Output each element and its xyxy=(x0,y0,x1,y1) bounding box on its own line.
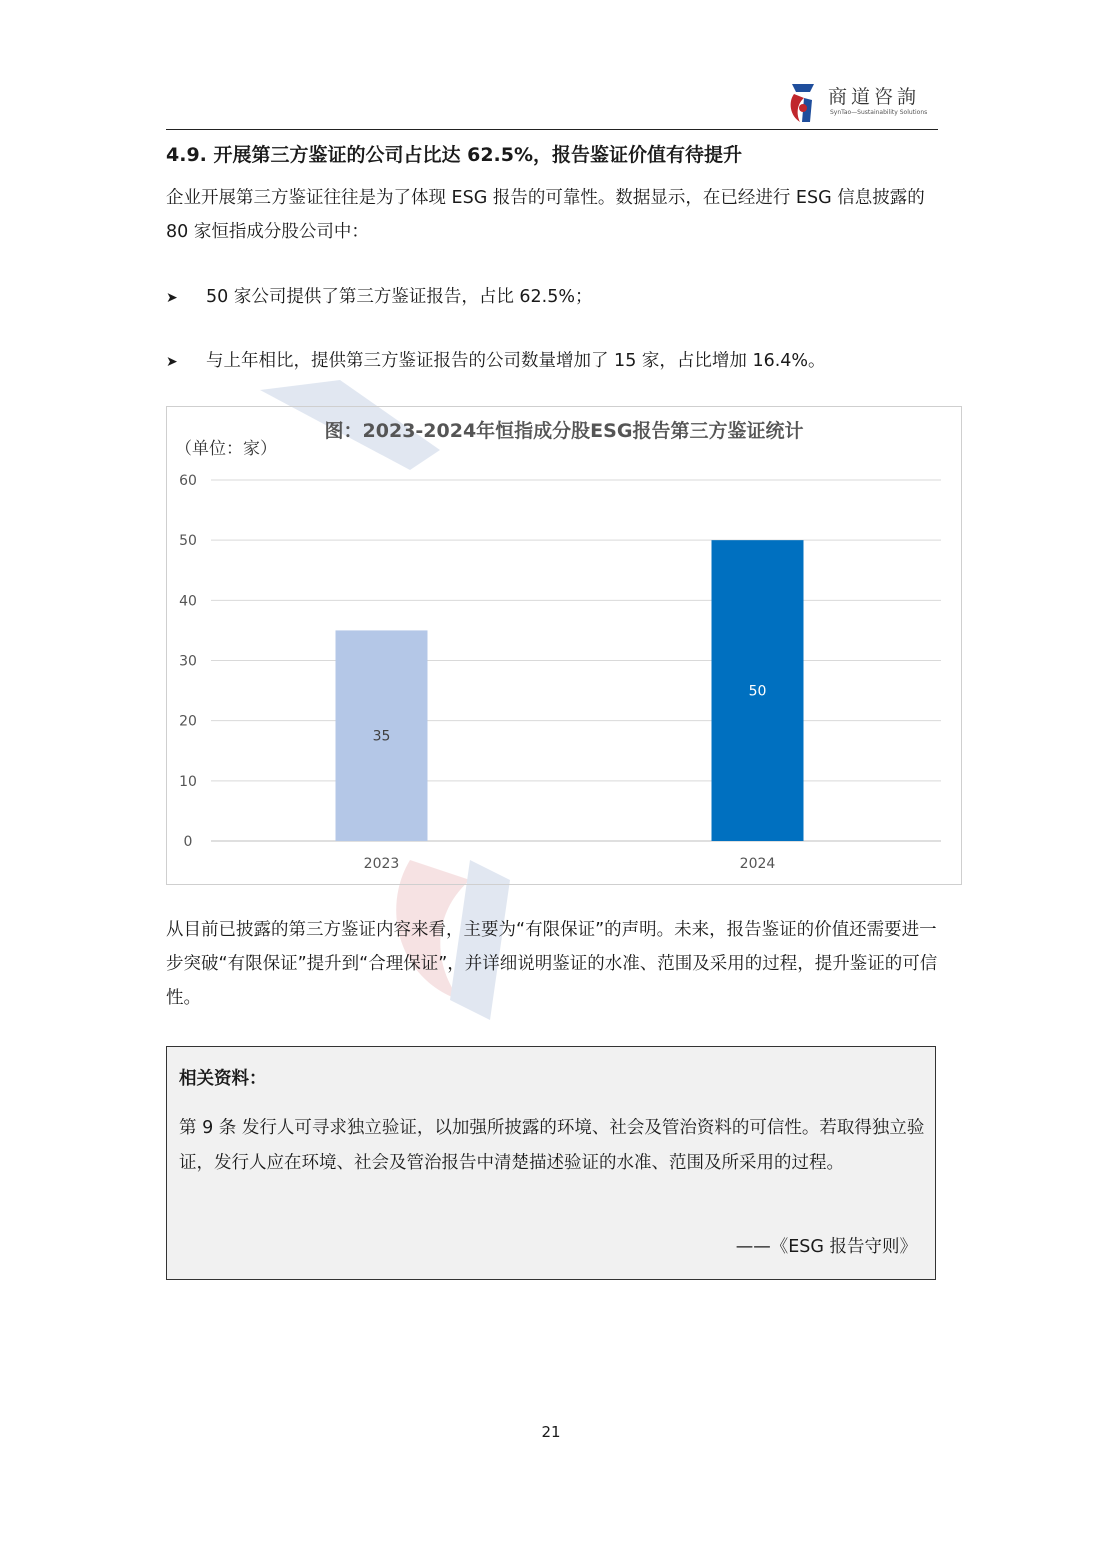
bar-data-label: 35 xyxy=(372,728,391,745)
bar-data-label: 50 xyxy=(748,683,767,700)
chart-unit-label: （单位：家） xyxy=(175,439,277,459)
y-tick-label: 60 xyxy=(179,473,197,489)
logo-subtitle: SynTao—Sustainability Solutions xyxy=(830,109,928,116)
bullet-item xyxy=(166,282,593,313)
arrow-bullet-icon: ➤ xyxy=(166,290,178,306)
y-tick-label: 30 xyxy=(179,653,197,670)
logo-mark-icon xyxy=(788,82,818,126)
y-tick-label: 40 xyxy=(179,593,197,610)
x-tick-label: 2024 xyxy=(739,856,776,872)
closing-paragraph: 从目前已披露的第三方鉴证内容来看，主要为“有限保证”的声明。未来，报告鉴证的价值还需要进一步突破“有限保证”提升到“合理保证”，并详细说明鉴证的水准、范围及采用的过程，提升鉴证的可信性。 xyxy=(166,920,938,1008)
reference-source: ——《ESG 报告守则》 xyxy=(735,1237,917,1257)
bar-chart xyxy=(166,406,962,885)
header-divider xyxy=(166,129,938,130)
y-tick-label: 10 xyxy=(179,773,197,790)
x-tick-label: 2023 xyxy=(363,856,400,872)
chart-title: 图：2023-2024年恒指成分股ESG报告第三方鉴证统计 xyxy=(324,420,804,442)
reference-box xyxy=(166,1046,936,1280)
reference-body: 第 9 条 发行人可寻求独立验证，以加强所披露的环境、社会及管治资料的可信性。若取得独立验证，发行人应在环境、社会及管治报告中清楚描述验证的水准、范围及所采用的过程。 xyxy=(179,1118,925,1173)
y-tick-label: 0 xyxy=(183,834,193,850)
company-logo xyxy=(788,80,938,126)
chart-canvas xyxy=(167,407,961,884)
bullet-text: 与上年相比，提供第三方鉴证报告的公司数量增加了 15 家，占比增加 16.4%。 xyxy=(206,351,826,371)
y-tick-label: 20 xyxy=(179,713,197,730)
arrow-bullet-icon: ➤ xyxy=(166,354,178,370)
page-number: 21 xyxy=(541,1423,561,1441)
y-tick-label: 50 xyxy=(179,533,197,550)
logo-title: 商道咨詢 xyxy=(828,86,921,108)
reference-title: 相关资料： xyxy=(179,1069,267,1089)
bullet-item xyxy=(166,346,826,377)
bullet-text: 50 家公司提供了第三方鉴证报告，占比 62.5%； xyxy=(206,287,593,307)
section-title: 4.9. 开展第三方鉴证的公司占比达 62.5%，报告鉴证价值有待提升 xyxy=(166,144,743,166)
intro-paragraph: 企业开展第三方鉴证往往是为了体现 ESG 报告的可靠性。数据显示，在已经进行 ESG 信息披露的 80 家恒指成分股公司中： xyxy=(166,188,925,242)
